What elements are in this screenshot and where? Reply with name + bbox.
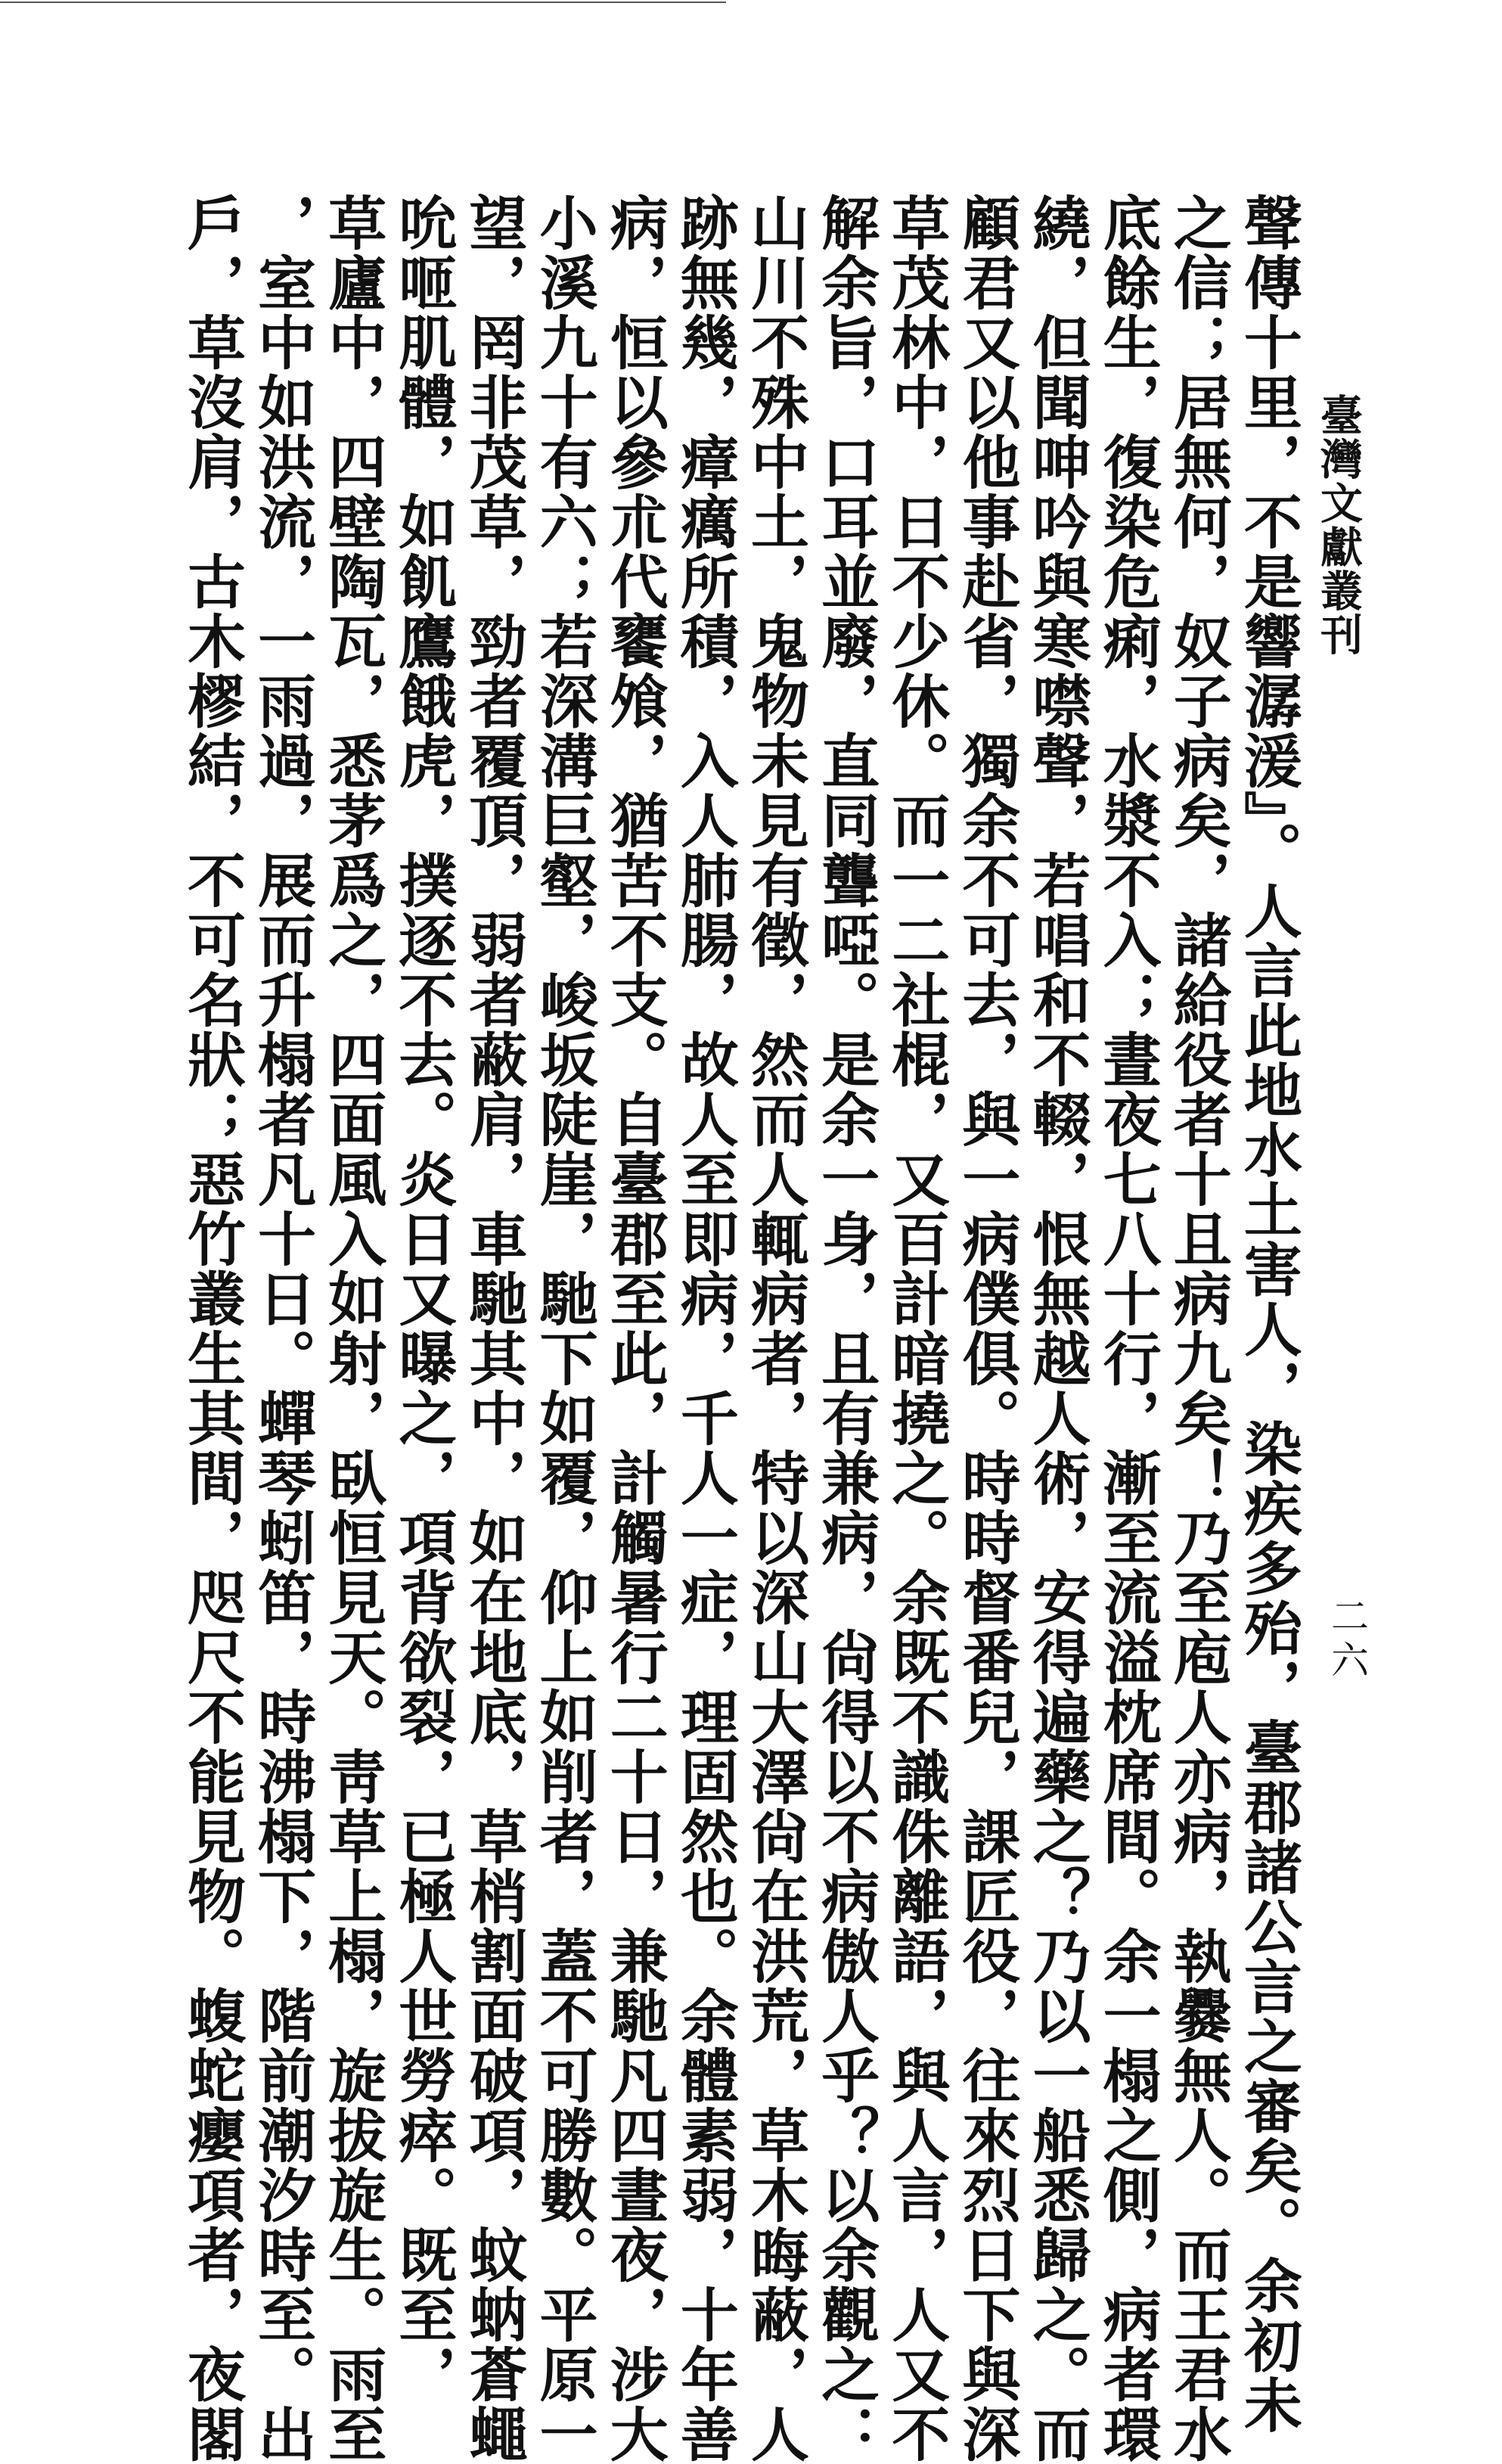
series-title: 臺灣文獻叢刊 bbox=[1314, 393, 1364, 657]
text-column: 底餘生，復染危痢，水漿不入；晝夜七八十行，漸至流溢枕席間。余一榻之側，病者環 bbox=[1093, 193, 1162, 2464]
text-column: 小溪九十有六；若深溝巨壑，峻坂陡崖，馳下如覆，仰上如削者，蓋不可勝數。平原一 bbox=[529, 193, 598, 2464]
text-column: 繞，但聞呻吟與寒噤聲，若唱和不輟，恨無越人術，安得遍藥之？乃以一船悉歸之。而 bbox=[1023, 193, 1091, 2464]
text-column: 跡無幾，瘴癘所積，入人肺腸，故人至即病，千人一症，理固然也。余體素弱，十年善 bbox=[670, 193, 739, 2464]
text-column: 戶，草沒肩，古木樛結，不可名狀；惡竹叢生其間，咫尺不能見物。蝮蛇癭項者，夜閣 bbox=[178, 193, 246, 2464]
text-column: 吮咂肌體，如飢鷹餓虎，撲逐不去。炎日又曝之，項背欲裂，已極人世勞瘁。既至， bbox=[389, 193, 458, 2404]
text-column: ，室中如洪流，一雨過，展而升榻者凡十日。蟬琴蚓笛，時沸榻下，階前潮汐時至。出 bbox=[248, 193, 317, 2464]
text-column: 望，罔非茂草，勁者覆頂，弱者蔽肩，車馳其中，如在地底，草梢割面破項，蚊蚋蒼蠅 bbox=[459, 193, 528, 2464]
text-column: 解余旨，口耳並廢，直同聾啞。是余一身，且有兼病，尙得以不病傲人乎？以余觀之： bbox=[812, 193, 880, 2464]
text-column: 聲傳十里，不是響潺湲』。人言此地水土害人，染疾多殆，臺郡諸公言之審矣。余初未 bbox=[1234, 193, 1302, 2435]
body-text bbox=[178, 193, 1302, 2464]
text-column: 病，恒以參朮代饔飧，猶苦不支。自臺郡至此，計觸暑行二十日，兼馳凡四晝夜，涉大 bbox=[600, 193, 669, 2464]
top-rule bbox=[0, 2, 726, 3]
text-column: 草茂林中，日不少休。而一二社棍，又百計暗撓之。余既不識侏離語，與人言，人又不 bbox=[882, 193, 951, 2464]
page-number: 二六 bbox=[1325, 1596, 1369, 1684]
text-column: 顧君又以他事赴省，獨余不可去，與一病僕俱。時時督番兒，課匠役，往來烈日下與深 bbox=[952, 193, 1021, 2464]
text-column: 草廬中，四壁陶瓦，悉茅爲之，四面風入如射，臥恒見天。靑草上榻，旋拔旋生。雨至 bbox=[318, 193, 387, 2464]
text-column: 山川不殊中土，鬼物未見有徵，然而人輒病者，特以深山大澤尙在洪荒，草木晦蔽，人 bbox=[741, 193, 809, 2464]
text-column: 之信；居無何，奴子病矣，諸給役者十且病九矣！乃至庖人亦病，執爨無人。而王君水 bbox=[1163, 193, 1232, 2464]
